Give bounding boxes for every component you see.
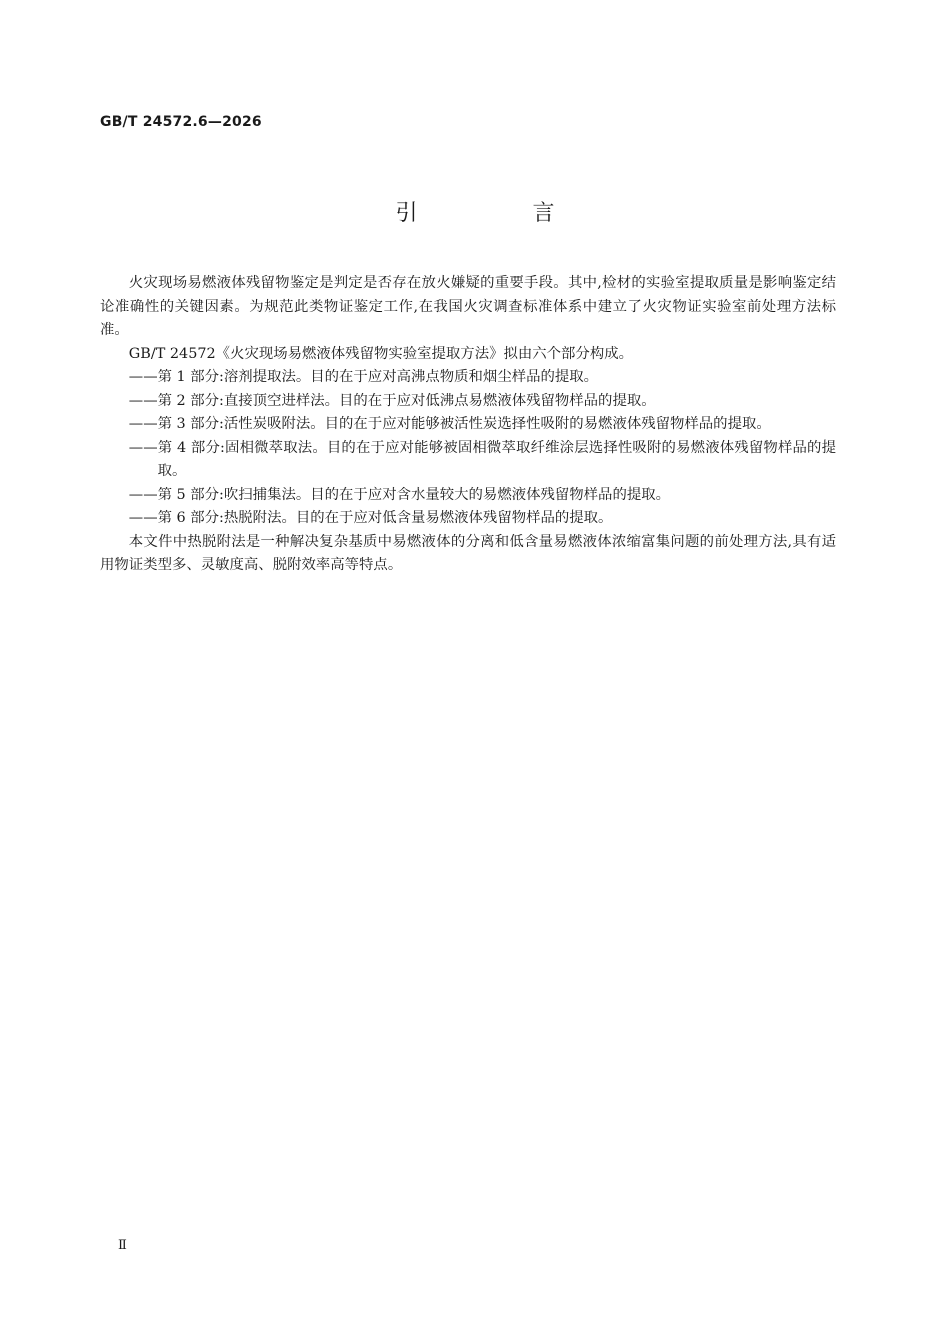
part-item-2: ——第 2 部分:直接顶空进样法。目的在于应对低沸点易燃液体残留物样品的提取。 bbox=[128, 392, 656, 409]
part-item-6: ——第 6 部分:热脱附法。目的在于应对低含量易燃液体残留物样品的提取。 bbox=[128, 510, 613, 526]
standard-code: GB/T 24572.6—2026 bbox=[100, 114, 262, 130]
part-item-3: ——第 3 部分:活性炭吸附法。目的在于应对能够被活性炭选择性吸附的易燃液体残留物样品的提取。 bbox=[128, 416, 771, 432]
part-item-4: ——第 4 部分:固相微萃取法。目的在于应对能够被固相微萃取纤维涂层选择性吸附的易燃液体残留物样品的提取。 bbox=[128, 439, 836, 479]
part-item-5: ——第 5 部分:吹扫捕集法。目的在于应对含水量较大的易燃液体残留物样品的提取。 bbox=[128, 486, 671, 503]
page-title: 引 言 bbox=[395, 201, 609, 226]
series-paragraph: GB/T 24572《火灾现场易燃液体残留物实验室提取方法》拟由六个部分构成。 bbox=[128, 345, 633, 362]
document-body bbox=[100, 272, 836, 578]
intro-paragraph: 火灾现场易燃液体残留物鉴定是判定是否存在放火嫌疑的重要手段。其中,检材的实验室提取质量是影响鉴定结论准确性的关键因素。为规范此类物证鉴定工作,在我国火灾调查标准体系中建立了火灾物证实验室前处理方法标准。 bbox=[100, 275, 836, 338]
closing-paragraph: 本文件中热脱附法是一种解决复杂基质中易燃液体的分离和低含量易燃液体浓缩富集问题的前处理方法,具有适用物证类型多、灵敏度高、脱附效率高等特点。 bbox=[100, 533, 836, 573]
page-number: Ⅱ bbox=[118, 1238, 127, 1253]
part-item-1: ——第 1 部分:溶剂提取法。目的在于应对高沸点物质和烟尘样品的提取。 bbox=[128, 369, 599, 385]
